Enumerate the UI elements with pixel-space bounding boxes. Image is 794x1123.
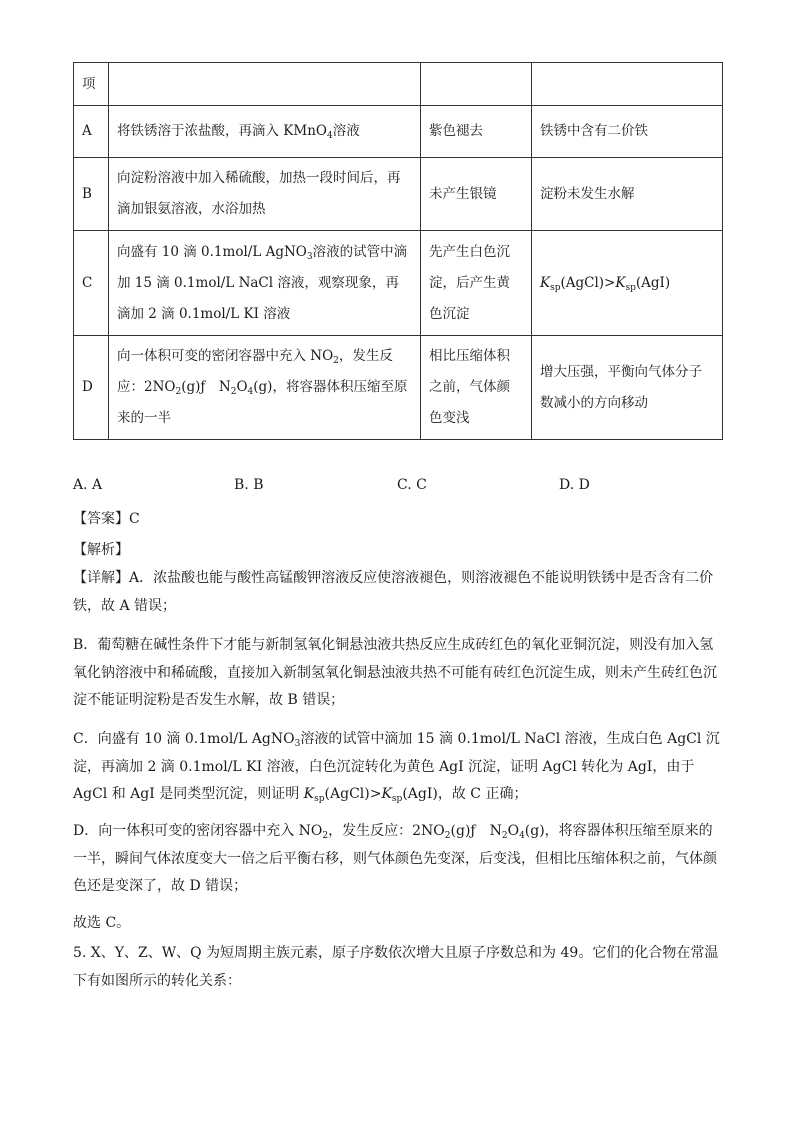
table-row (74, 106, 723, 158)
question-5-stem: 5. X、Y、Z、W、Q 为短周期主族元素，原子序数依次增大且原子序数总和为 49。它们的化合物在常温下有如图所示的转化关系： (73, 945, 719, 989)
operation-cell: 向盛有 10 滴 0.1mol/L AgNO$_3$溶液的试管中滴加 15 滴 0.1mol/L NaCl 溶液，观察现象，再滴加 2 滴 0.1mol/L KI 溶液 (109, 231, 421, 336)
experiment-table (73, 62, 723, 440)
row-label: D (74, 336, 109, 440)
conclusion-cell: $K_{sp}(AgCl)>K_{sp}(AgI)$ (532, 231, 723, 336)
table-header-row (74, 63, 723, 106)
option-a: A. A (73, 477, 103, 493)
operation-cell: 向一体积可变的密闭容器中充入 $NO_2$，发生反应：$2NO_2(g)ƒ$ $N_2O_4(g)$，将容器体积压缩至原来的一半 (109, 336, 421, 440)
header-cell-conclusion (532, 63, 723, 106)
row-label: B (74, 158, 109, 231)
table-row (74, 158, 723, 231)
operation-cell: 向淀粉溶液中加入稀硫酸，加热一段时间后，再滴加银氨溶液，水浴加热 (109, 158, 421, 231)
conclusion-cell: 淀粉未发生水解 (532, 158, 723, 231)
header-cell-operation (109, 63, 421, 106)
analysis-label: 【解析】 (73, 542, 129, 558)
analysis-paragraph-c: C．向盛有 10 滴 0.1mol/L AgNO$_3$溶液的试管中滴加 15 滴 0.1mol/L NaCl 溶液，生成白色 AgCl 沉淀，再滴加 2 滴 0.1mol/L KI 溶液，白色沉淀转化为黄色 AgI 沉淀，证明 AgCl 转化为 AgI，由于 AgCl 和 AgI 是同类型沉淀，则证明 $K_{sp}(AgCl)>K_{sp}(AgI)$，故 C 正确； (73, 731, 720, 804)
answer-options (73, 477, 722, 497)
phenomenon-cell: 紫色褪去 (421, 106, 532, 158)
option-d: D. D (559, 477, 590, 493)
option-c: C. C (397, 477, 427, 493)
phenomenon-cell: 先产生白色沉淀，后产生黄色沉淀 (421, 231, 532, 336)
conclusion-cell: 增大压强，平衡向气体分子数减小的方向移动 (532, 336, 723, 440)
row-label: C (74, 231, 109, 336)
option-b: B. B (234, 477, 264, 493)
answer-label: 【答案】C (73, 511, 140, 527)
analysis-paragraph-d: D．向一体积可变的密闭容器中充入 $NO_2$，发生反应：$2NO_2(g)ƒ$ $N_2O_4(g)$，将容器体积压缩至原来的一半，瞬间气体浓度变大一倍之后平衡右移，则气体颜色先变深，后变浅，但相比压缩体积之前，气体颜色还是变深了，故 D 错误； (73, 823, 717, 894)
analysis-paragraph-b: B．葡萄糖在碱性条件下才能与新制氢氧化铜悬浊液共热反应生成砖红色的氧化亚铜沉淀，则没有加入氢氧化钠溶液中和稀硫酸，直接加入新制氢氧化铜悬浊液共热不可能有砖红色沉淀生成，则未产生砖红色沉淀不能证明淀粉是否发生水解，故 B 错误； (73, 637, 717, 708)
row-label: A (74, 106, 109, 158)
table-row (74, 231, 723, 336)
header-cell-item: 项 (74, 63, 109, 106)
analysis-paragraph-a: 【详解】A．浓盐酸也能与酸性高锰酸钾溶液反应使溶液褪色，则溶液褪色不能说明铁锈中是否含有二价铁，故 A 错误； (73, 570, 714, 614)
final-answer: 故选 C。 (73, 915, 131, 931)
operation-cell: 将铁锈溶于浓盐酸，再滴入 KMnO$_4$溶液 (109, 106, 421, 158)
table-row (74, 336, 723, 440)
phenomenon-cell: 相比压缩体积之前，气体颜色变浅 (421, 336, 532, 440)
phenomenon-cell: 未产生银镜 (421, 158, 532, 231)
header-cell-phenomenon (421, 63, 532, 106)
conclusion-cell: 铁锈中含有二价铁 (532, 106, 723, 158)
